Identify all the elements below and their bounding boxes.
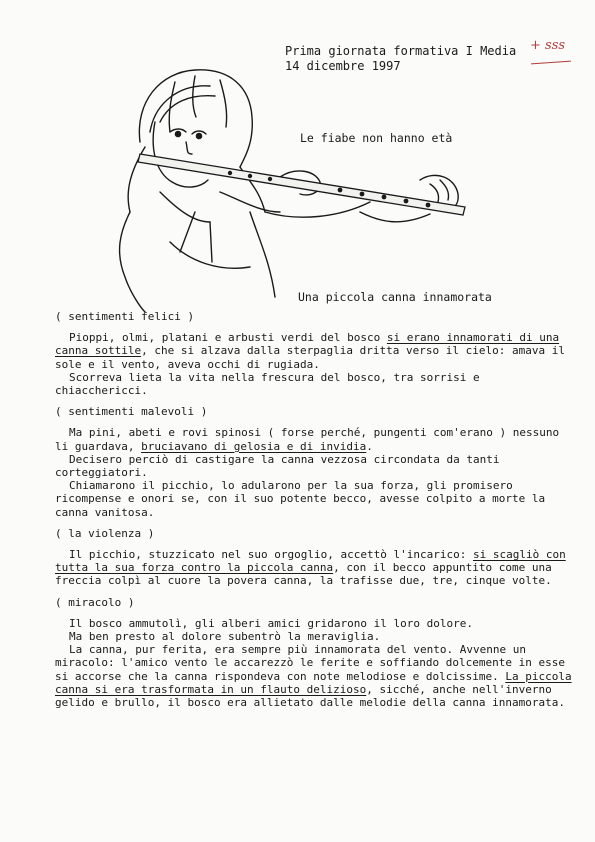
header-date-line: 14 dicembre 1997	[285, 59, 401, 73]
section-heading: ( miracolo )	[55, 595, 135, 609]
paragraph: Decisero perciò di castigare la canna vezzosa circondata da tanti corteggiatori.	[55, 452, 500, 480]
underlined-text: La piccola canna si era trasformata in un flauto delizioso	[55, 669, 572, 696]
paragraph	[55, 643, 575, 709]
story-title: Una piccola canna innamorata	[298, 290, 492, 304]
paragraph: Ma ben presto al dolore subentrò la meraviglia.	[69, 630, 381, 644]
text-run: , sicché, anche nell'inverno gelido e brullo, il bosco era allietato dalle melodie della canna innamorata.	[55, 682, 565, 710]
story-body	[55, 310, 575, 709]
text-run: La canna, pur ferita, era sempre più innamorata del vento. Avvenne un miracolo: l'amico vento le accarezzò le ferite e soffiando dolcemente in esse si accorse che la canna rispondeva con note melodiose e dolcissime.	[55, 643, 565, 683]
paragraph: Il bosco ammutolì, gli alberi amici gridarono il loro dolore.	[69, 616, 473, 630]
paragraph: Scorreva lieta la vita nella frescura del bosco, tra sorrisi e chiacchericci.	[55, 370, 480, 398]
paragraph: Chiamarono il picchio, lo adularono per la sua forza, gli promisero ricompense e onori se, con il suo potente becco, avesse colpito a morte la canna vanitosa.	[55, 479, 546, 519]
text-run: , con il becco appuntito come una freccia colpì al cuore la povera canna, la trafisse due, tre, cinque volte.	[55, 561, 552, 588]
text-run: , che si alzava dalla sterpaglia dritta verso il cielo: amava il sole e il vento, aveva occhi di rugiada.	[55, 344, 565, 371]
header-course-line: Prima giornata formativa I Media	[285, 44, 517, 58]
section-heading: ( sentimenti felici )	[55, 310, 195, 323]
underlined-text: bruciavano di gelosia e di invidia	[141, 439, 367, 453]
handwritten-note: + sss	[530, 38, 566, 53]
text-run: Ma pini, abeti e rovi spinosi ( forse perché, pungenti com'erano ) nessuno li guardava,	[55, 426, 560, 453]
text-run: Pioppi, olmi, platani e arbusti verdi del bosco	[69, 331, 387, 345]
handwritten-underline	[531, 61, 571, 65]
paragraph	[55, 426, 575, 452]
underlined-text: si scagliò con tutta la sua forza contro la piccola canna	[55, 548, 566, 575]
underlined-text: si erano innamorati di una canna sottile	[55, 331, 560, 358]
text-run: Il picchio, stuzzicato nel suo orgoglio, accettò l'incarico:	[69, 548, 473, 562]
paragraph	[55, 331, 575, 371]
paragraph	[55, 548, 575, 588]
girl-playing-flute-illustration	[100, 62, 480, 312]
story-subtitle: Le fiabe non hanno età	[300, 131, 453, 145]
text-run: .	[366, 439, 373, 453]
section-heading: ( sentimenti malevoli )	[55, 405, 208, 419]
section-heading: ( la violenza )	[55, 526, 155, 540]
